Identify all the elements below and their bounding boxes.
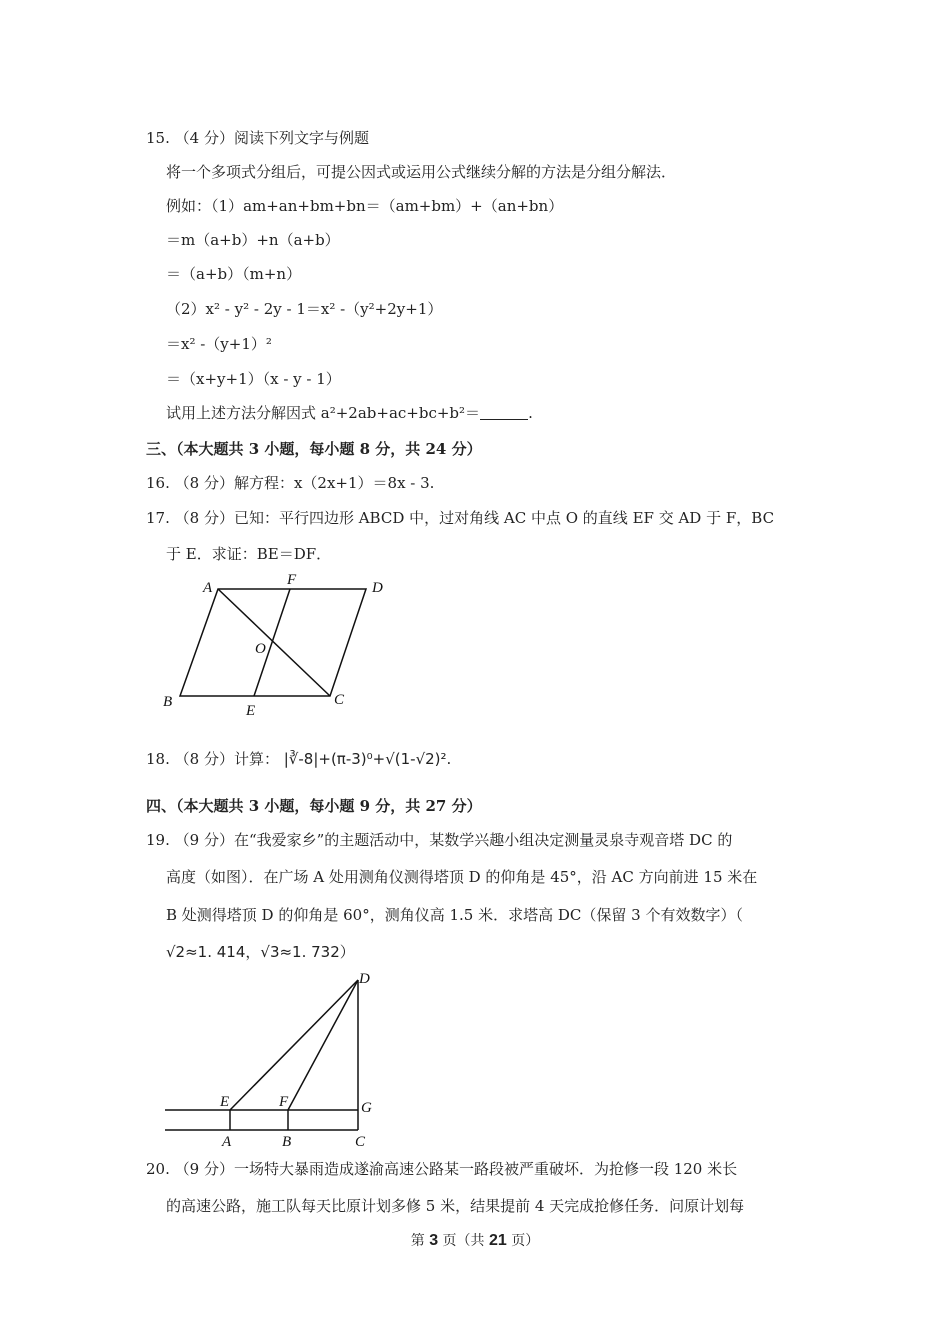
- q19-line-3: B 处测得塔顶 D 的仰角是 60°，测角仪高 1.5 米．求塔高 DC（保留 3 个有效数字）（: [166, 906, 743, 924]
- section-3-heading: 三、（本大题共 3 小题，每小题 8 分，共 24 分）: [146, 440, 482, 458]
- q15-example-2-line-3: ＝（x+y+1）（x - y - 1）: [166, 370, 341, 388]
- label-o: O: [255, 641, 266, 657]
- label-b: B: [163, 694, 173, 710]
- q15-example-2-line-1: （2）x² - y² - 2y - 1＝x² -（y²+2y+1）: [166, 300, 443, 318]
- page-number: 3: [429, 1232, 439, 1249]
- label-d: D: [372, 580, 383, 596]
- label-a: A: [203, 580, 213, 596]
- section-4-heading: 四、（本大题共 3 小题，每小题 9 分，共 27 分）: [146, 797, 482, 815]
- q19-line-4: √2≈1. 414，√3≈1. 732）: [166, 943, 355, 961]
- q16: 16. （8 分）解方程：x（2x+1）＝8x - 3.: [146, 474, 435, 492]
- q20-line-2: 的高速公路，施工队每天比原计划多修 5 米，结果提前 4 天完成抢修任务．问原计划每: [166, 1197, 745, 1215]
- q15-task: 试用上述方法分解因式 a²+2ab+ac+bc+b²＝ .: [166, 404, 533, 422]
- label-f: F: [287, 572, 297, 588]
- q17-line-2: 于 E．求证：BE＝DF．: [166, 545, 332, 563]
- label-a: A: [222, 1134, 232, 1150]
- label-e: E: [220, 1094, 230, 1110]
- page-total: 21: [489, 1232, 507, 1249]
- q15-example-1-line-2: ＝m（a+b）+n（a+b）: [166, 231, 340, 249]
- q20-line-1: 20. （9 分）一场特大暴雨造成遂渝高速公路某一路段被严重破坏．为抢修一段 120 米长: [146, 1160, 738, 1178]
- q18-expression: |∛-8|+(π-3)⁰+√(1-√2)².: [283, 750, 452, 768]
- answer-blank: [480, 405, 528, 420]
- q15-example-1-line-3: ＝（a+b）（m+n）: [166, 265, 302, 283]
- q15-intro: 将一个多项式分组后，可提公因式或运用公式继续分解的方法是分组分解法．: [166, 163, 677, 181]
- label-f: F: [279, 1094, 289, 1110]
- label-b: B: [282, 1134, 292, 1150]
- page-footer: 第 3 页（共 21 页）: [410, 1232, 540, 1249]
- label-g: G: [361, 1100, 372, 1116]
- q15-header: 15. （4 分）阅读下列文字与例题: [146, 129, 369, 147]
- q19-line-1: 19. （9 分）在“我爱家乡”的主题活动中，某数学兴趣小组决定测量灵泉寺观音塔 DC 的: [146, 831, 733, 849]
- q15-example-1-line-1: 例如：（1）am+an+bm+bn＝（am+bm）+（an+bn）: [166, 197, 564, 215]
- sight-line-ed: [230, 980, 358, 1110]
- tower-figure: [160, 968, 390, 1153]
- parallelogram-figure: [160, 570, 400, 720]
- q17-line-1: 17. （8 分）已知：平行四边形 ABCD 中，过对角线 AC 中点 O 的直线 EF 交 AD 于 F，BC: [146, 509, 775, 527]
- sight-line-fd: [288, 980, 358, 1110]
- label-c: C: [334, 692, 345, 708]
- diagonal-ac: [218, 589, 330, 696]
- label-c: C: [355, 1134, 366, 1150]
- q18: 18. （8 分）计算： |∛-8|+(π-3)⁰+√(1-√2)².: [146, 750, 452, 768]
- label-e: E: [246, 703, 256, 719]
- label-d: D: [359, 971, 370, 987]
- q19-line-2: 高度（如图）．在广场 A 处用测角仪测得塔顶 D 的仰角是 45°，沿 AC 方向前进 15 米在: [166, 868, 758, 886]
- q15-example-2-line-2: ＝x² -（y+1）²: [166, 335, 272, 353]
